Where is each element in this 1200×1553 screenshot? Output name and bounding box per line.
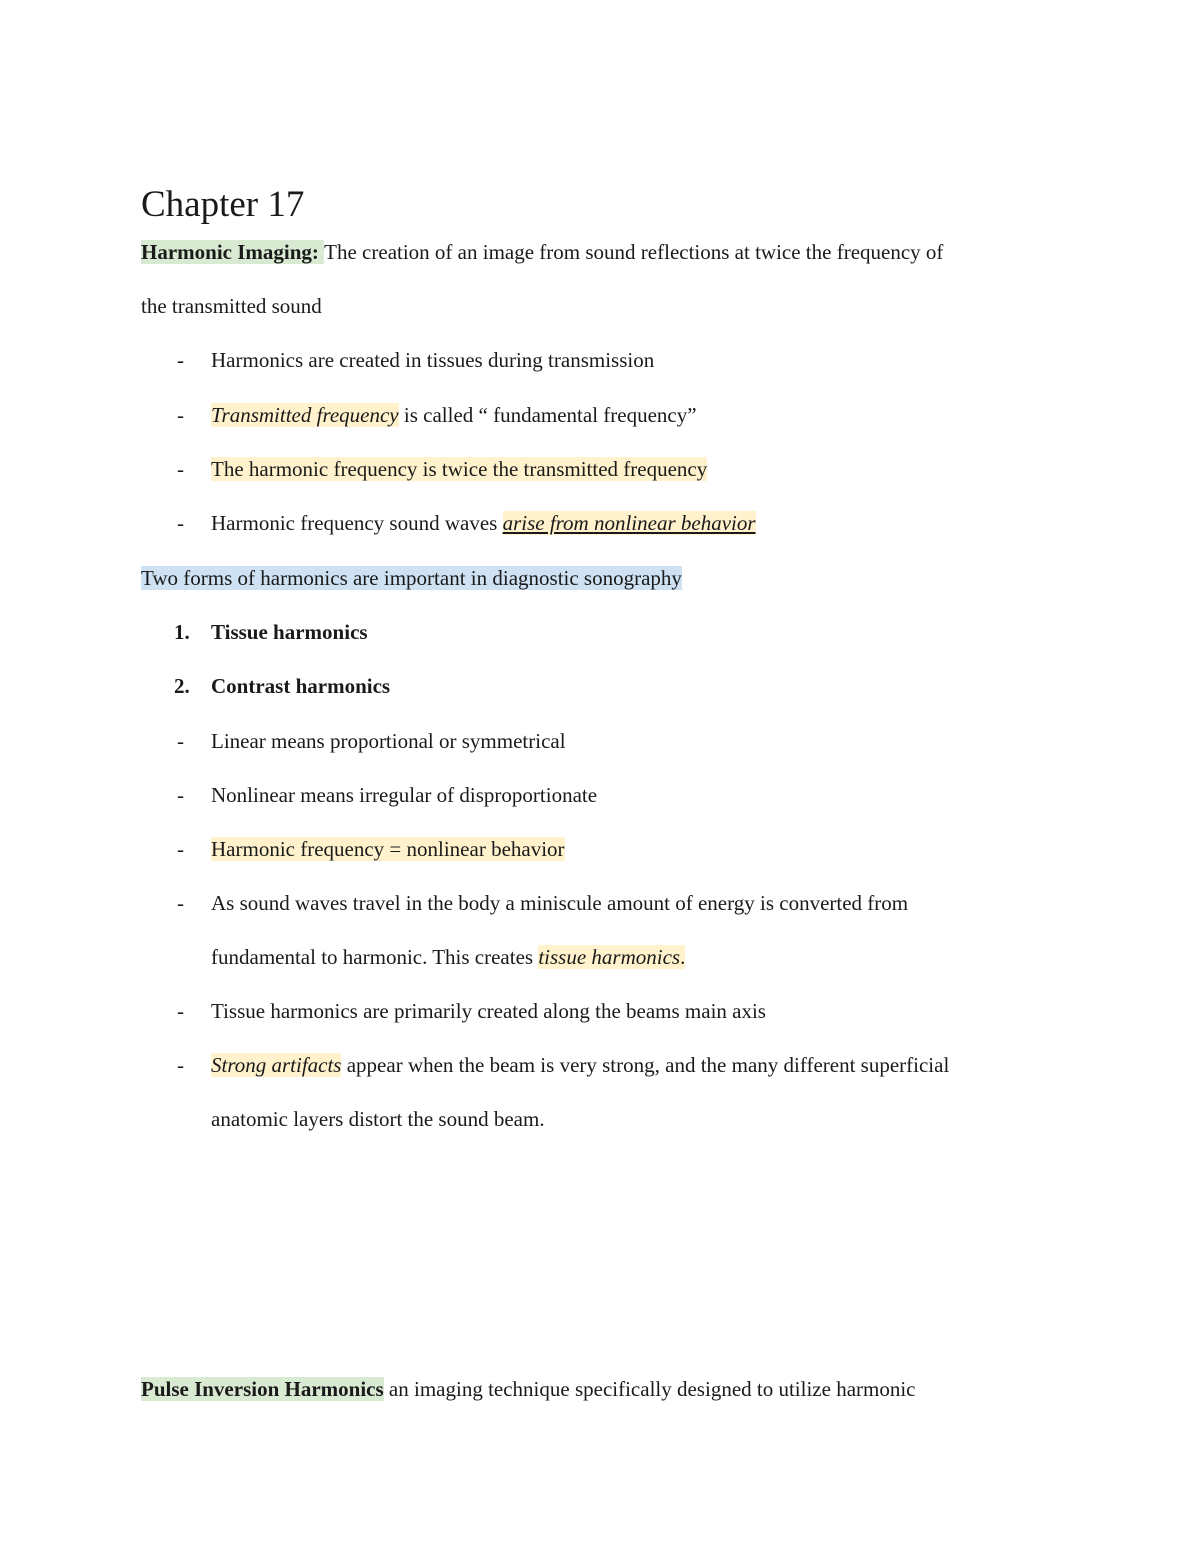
page-title: Chapter 17: [141, 184, 305, 225]
bullet-transmitted-frequency: [211, 401, 697, 429]
list-item-tissue-harmonics: Tissue harmonics: [211, 620, 368, 644]
highlight-arise-nonlinear: arise from nonlinear behavior: [502, 511, 756, 535]
two-forms-heading: [141, 564, 682, 592]
highlight-harmonic-equals: Harmonic frequency = nonlinear behavior: [211, 837, 565, 861]
bullet-harmonic-equals: [211, 835, 565, 863]
highlight-strong-artifacts: Strong artifacts: [211, 1053, 342, 1077]
bullet-dash: -: [177, 891, 184, 915]
bullet-nonlinear: Nonlinear means irregular of disproportionate: [211, 783, 598, 807]
list-number: 1.: [174, 620, 190, 644]
bullet-dash: -: [177, 729, 184, 753]
bullet-dash: -: [177, 783, 184, 807]
bullet-dash: -: [177, 348, 184, 372]
bullet-dash: -: [177, 999, 184, 1023]
bullet-harmonics-created: Harmonics are created in tissues during transmission: [211, 348, 655, 372]
bullet-linear: Linear means proportional or symmetrical: [211, 729, 566, 753]
bullet-harmonic-nonlinear-pre: Harmonic frequency sound waves: [211, 511, 503, 535]
pulse-inversion-definition: [141, 1375, 916, 1403]
bullet-harmonic-nonlinear: [211, 509, 756, 537]
bullet-dash: -: [177, 511, 184, 535]
pulse-inversion-text: an imaging technique specifically designed to utilize harmonic: [383, 1377, 916, 1401]
bullet-tissue-axis: Tissue harmonics are primarily created along the beams main axis: [211, 999, 766, 1023]
list-number: 2.: [174, 674, 190, 698]
bullet-dash: -: [177, 403, 184, 427]
bullet-harmonic-twice: [211, 455, 707, 483]
harmonic-imaging-definition: [141, 238, 943, 266]
highlight-period: .: [680, 945, 686, 969]
pulse-inversion-term: Pulse Inversion Harmonics: [141, 1377, 384, 1401]
bullet-dash: -: [177, 457, 184, 481]
bullet-sound-travel: As sound waves travel in the body a miniscule amount of energy is converted from: [211, 891, 909, 915]
bullet-sound-travel-cont: [211, 943, 685, 971]
bullet-transmitted-frequency-rest: is called “ fundamental frequency”: [398, 403, 697, 427]
list-item-contrast-harmonics: Contrast harmonics: [211, 674, 391, 698]
highlight-tissue-harmonics: tissue harmonics: [538, 945, 681, 969]
bullet-strong-artifacts-cont: anatomic layers distort the sound beam.: [211, 1107, 545, 1131]
highlight-transmitted-frequency: Transmitted frequency: [211, 403, 399, 427]
bullet-strong-artifacts: [211, 1051, 949, 1079]
bullet-strong-artifacts-rest: appear when the beam is very strong, and the many different superficial: [341, 1053, 950, 1077]
bullet-dash: -: [177, 1053, 184, 1077]
harmonic-imaging-text: The creation of an image from sound reflections at twice the frequency of: [324, 240, 944, 264]
highlight-harmonic-twice: The harmonic frequency is twice the transmitted frequency: [211, 457, 708, 481]
bullet-sound-travel-cont-pre: fundamental to harmonic. This creates: [211, 945, 539, 969]
harmonic-imaging-term: Harmonic Imaging:: [141, 240, 325, 264]
highlight-two-forms: Two forms of harmonics are important in diagnostic sonography: [141, 566, 682, 590]
harmonic-imaging-definition-cont: the transmitted sound: [141, 294, 322, 318]
bullet-dash: -: [177, 837, 184, 861]
